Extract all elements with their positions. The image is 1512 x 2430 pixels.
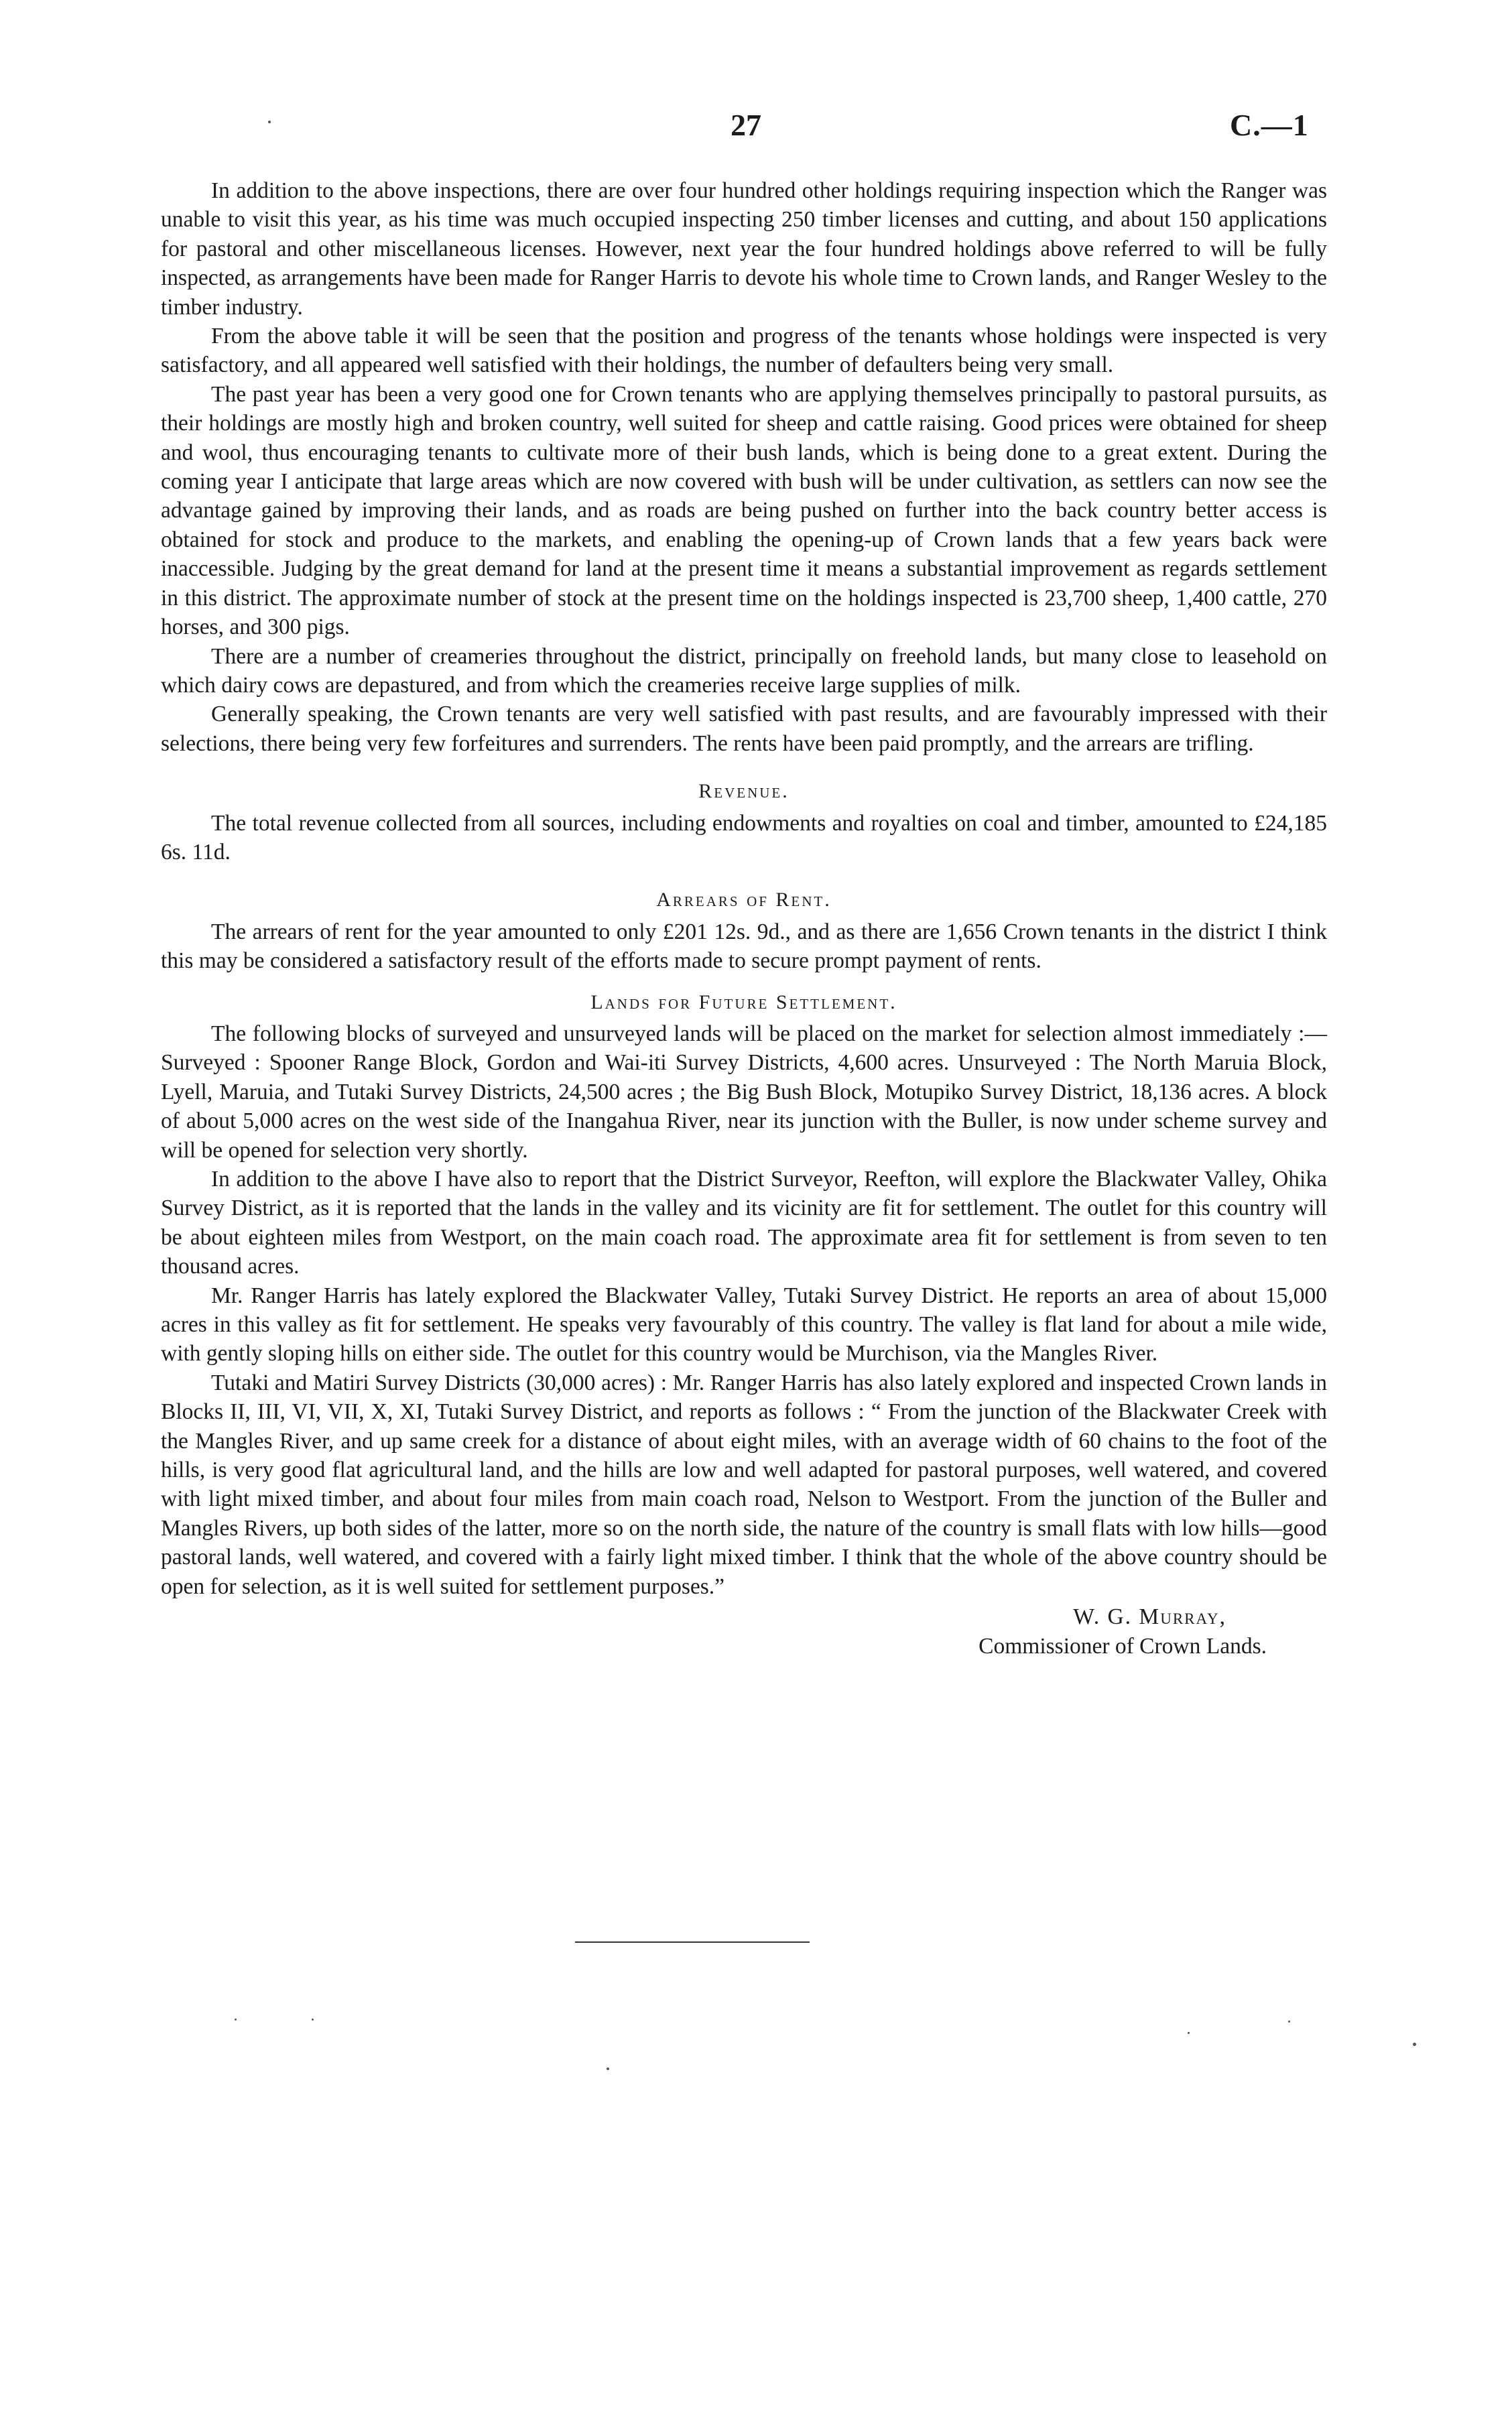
document-reference: C.—1: [1230, 108, 1309, 142]
scan-speck: [268, 121, 271, 123]
arrears-heading: Arrears of Rent.: [656, 889, 832, 911]
scan-speck: [607, 2067, 609, 2070]
paragraph-progress: From the above table it will be seen that the position and progress of the tenants whose holdings were inspected is very satisfactory, and all appeared well satisfied with their holdings, the number of defaulters being very small.: [161, 324, 1327, 378]
scan-speck: [1413, 2043, 1416, 2046]
paragraph-tutaki-matiri: Tutaki and Matiri Survey Districts (30,000 acres) : Mr. Ranger Harris has also lately explored and inspected Crown lands in Blocks II, III, VI, VII, X, XI, Tutaki Survey District, and reports as follows : “ From the junction of the Blackwater Creek with the Mangles River, and up same creek for a distance of about eight miles, with an average width of 60 chains to the foot of the hills, is very good flat agricultural land, and the hills are low and well adapted for pastoral purposes, well watered, and covered with light mixed timber, and about four miles from main coach road, Nelson to Westport. From the junction of the Buller and Mangles Rivers, up both sides of the latter, more so on the north side, the nature of the country is small flats with low hills—good pastoral lands, well watered, and covered with a fairly light mixed timber. I think that the whole of the above country should be open for selection, as it is well suited for settlement purposes.”: [161, 1370, 1327, 1599]
revenue-paragraph: The total revenue collected from all sources, including endowments and royalties on coal and timber, amounted to £24,185 6s. 11d.: [161, 810, 1327, 865]
future-settlement-heading: Lands for Future Settlement.: [590, 990, 897, 1013]
paragraph-blackwater-survey: In addition to the above I have also to report that the District Surveyor, Reefton, will explore the Blackwater Valley, Ohika Survey District, as it is reported that the lands in the valley and its vicinity are fit for settlement. The outlet for this country will be about eighteen miles from Westport, on the main coach road. The approximate area fit for settlement is from seven to ten thousand acres.: [161, 1167, 1327, 1279]
signatory-name: W. G. Murray,: [1073, 1604, 1226, 1630]
paragraph-inspections: In addition to the above inspections, there are over four hundred other holdings requiring inspection which the Ranger was unable to visit this year, as his time was much occupied inspecting 250 timber licenses and cutting, and about 150 applications for pastoral and other miscellaneous licenses. However, next year the four hundred holdings above referred to will be fully inspected, as arrangements have been made for Ranger Harris to devote his whole time to Crown lands, and Ranger Wesley to the timber industry.: [161, 178, 1327, 320]
paragraph-creameries: There are a number of creameries throughout the district, principally on freehold lands, but many close to leasehold on which dairy cows are depastured, and from which the creameries receive large supplies of milk.: [161, 643, 1327, 698]
signatory-title: Commissioner of Crown Lands.: [979, 1633, 1267, 1659]
page-header: [0, 101, 1512, 154]
scan-speck: [1288, 2021, 1290, 2023]
report-body: [161, 176, 1327, 1661]
scan-speck: [1188, 2032, 1190, 2034]
revenue-heading: Revenue.: [698, 780, 790, 803]
paragraph-ranger-harris-report: Mr. Ranger Harris has lately explored the Blackwater Valley, Tutaki Survey District. He reports an area of about 15,000 acres in this valley as fit for settlement. He speaks very favourably of this country. The valley is flat land for about a mile wide, with gently sloping hills on either side. The outlet for this country would be Murchison, via the Mangles River.: [161, 1283, 1327, 1366]
paragraph-tenants-satisfied: Generally speaking, the Crown tenants are very well satisfied with past results, and are favourably impressed with their selections, there being very few forfeitures and surrenders. The rents have been paid promptly, and the arrears are trifling.: [161, 702, 1327, 756]
paragraph-blocks-for-selection: The following blocks of surveyed and unsurveyed lands will be placed on the market for selection almost immediately :—Surveyed : Spooner Range Block, Gordon and Wai-iti Survey Districts, 4,600 acres. Unsurveyed : The North Maruia Block, Lyell, Maruia, and Tutaki Survey Districts, 24,500 acres ; the Big Bush Block, Motupiko Survey District, 18,136 acres. A block of about 5,000 acres on the west side of the Inangahua River, near its junction with the Buller, is now under scheme survey and will be opened for selection very shortly.: [161, 1021, 1327, 1163]
page-number: 27: [731, 108, 761, 142]
arrears-paragraph: The arrears of rent for the year amounted to only £201 12s. 9d., and as there are 1,656 Crown tenants in the district I think this may be considered a satisfactory result of the efforts made to secure prompt payment of rents.: [161, 919, 1327, 974]
signature-block: [161, 1602, 1327, 1661]
paragraph-past-year: The past year has been a very good one for Crown tenants who are applying themselves principally to pastoral pursuits, as their holdings are mostly high and broken country, well suited for sheep and cattle raising. Good prices were obtained for sheep and wool, thus encouraging tenants to cultivate more of their bush lands, which is being done to a great extent. During the coming year I anticipate that large areas which are now covered with bush will be under cultivation, as settlers can now see the advantage gained by improving their lands, and as roads are being pushed on further into the back country better access is obtained for stock and produce to the markets, and enabling the opening-up of Crown lands that a few years back were inaccessible. Judging by the great demand for land at the present time it means a substantial improvement as regards settlement in this district. The approximate number of stock at the present time on the holdings inspected is 23,700 sheep, 1,400 cattle, 270 horses, and 300 pigs.: [161, 381, 1327, 640]
scan-speck: [235, 2019, 237, 2021]
scan-speck: [312, 2019, 314, 2021]
section-end-rule: [575, 1941, 810, 1943]
